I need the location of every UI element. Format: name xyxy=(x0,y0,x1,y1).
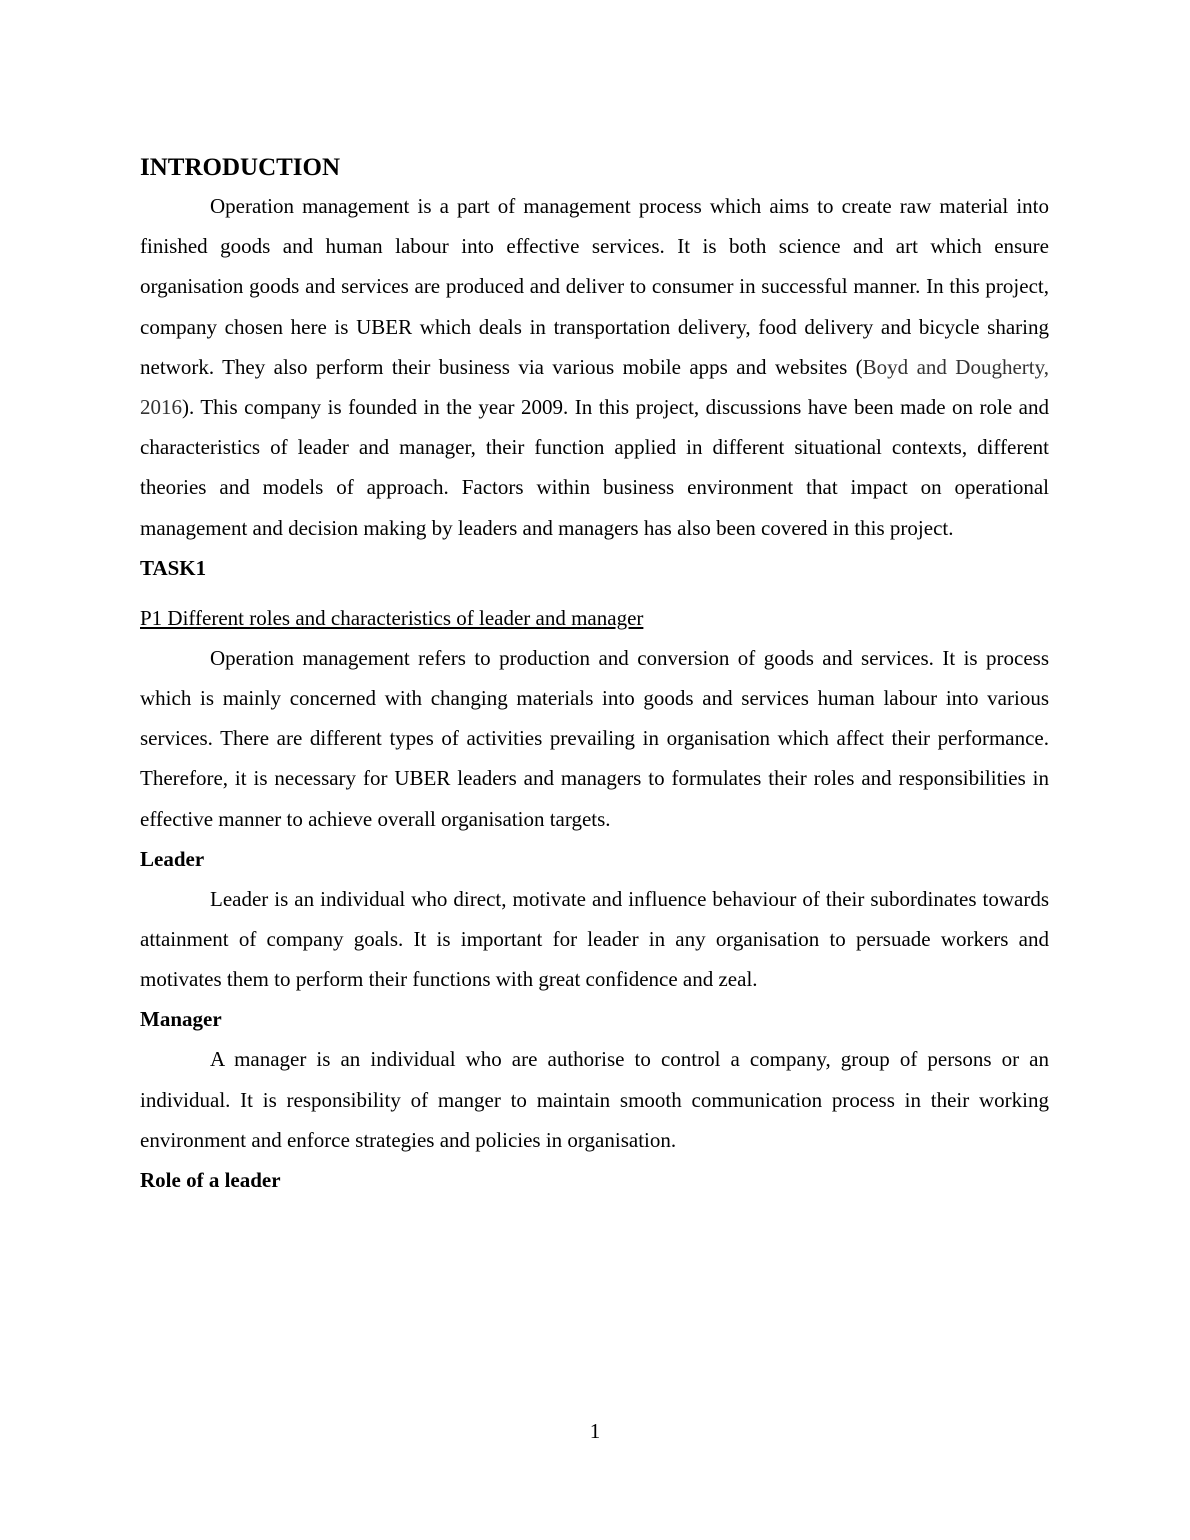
manager-heading: Manager xyxy=(140,1007,222,1032)
introduction-paragraph xyxy=(140,186,1049,548)
role-of-leader-heading: Role of a leader xyxy=(140,1168,281,1193)
task1-heading: TASK1 xyxy=(140,555,207,580)
manager-paragraph: A manager is an individual who are authorise to control a company, group of persons or an individual. It is responsibility of manger to maintain smooth communication process in their working environment and enforce strategies and policies in organisation. xyxy=(140,1047,1049,1152)
p1-subheading: P1 Different roles and characteristics of leader and manager xyxy=(140,605,644,630)
task1-paragraph: Operation management refers to production and conversion of goods and services. It is process which is mainly concerned with changing materials into goods and services human labour into various services. There are different types of activities prevailing in organisation which affect their performance. Therefore, it is necessary for UBER leaders and managers to formulates their roles and responsibilities in effective manner to achieve overall organisation targets. xyxy=(140,645,1049,831)
page-number: 1 xyxy=(589,1419,601,1443)
introduction-heading: INTRODUCTION xyxy=(140,154,341,181)
introduction-text-end: ). This company is founded in the year 2009. In this project, discussions have been made on role and characteristics of leader and manager, their function applied in different situational contexts, different theories and models of approach. Factors within business environment that impact on operational management and decision making by leaders and managers has also been covered in this project. xyxy=(140,395,1049,540)
introduction-text-start: Operation management is a part of management process which aims to create raw material into finished goods and human labour into effective services. It is both science and art which ensure organisation goods and services are produced and deliver to consumer in successful manner. In this project, company chosen here is UBER which deals in transportation delivery, food delivery and bicycle sharing network. They also perform their business via various mobile apps and websites ( xyxy=(140,194,1049,379)
document-page xyxy=(140,150,1049,1200)
leader-paragraph: Leader is an individual who direct, motivate and influence behaviour of their subordinates towards attainment of company goals. It is important for leader in any organisation to persuade workers and motivates them to perform their functions with great confidence and zeal. xyxy=(140,886,1049,992)
citation-boyd-dougherty: Boyd and Dougherty, 2016 xyxy=(140,354,1049,420)
leader-heading: Leader xyxy=(140,846,205,871)
